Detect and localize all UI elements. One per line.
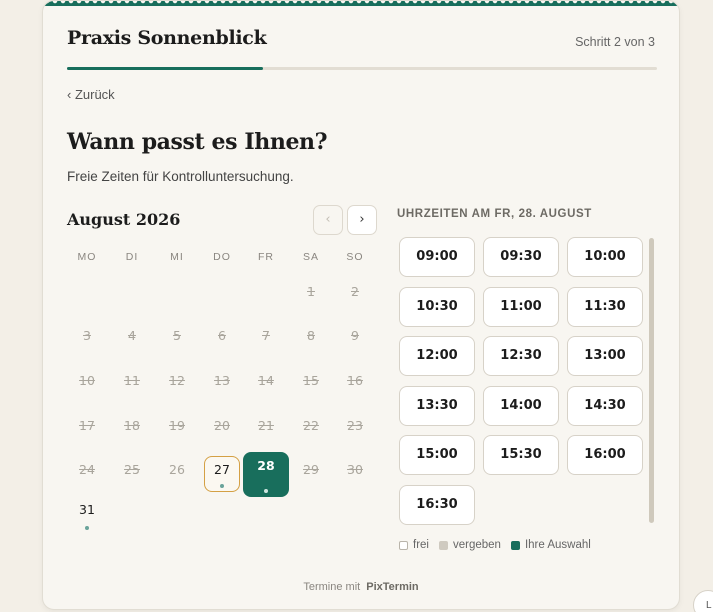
weekday-sa: SA [302, 251, 319, 263]
day-number: 2 [351, 284, 359, 299]
progress-fill [67, 67, 263, 70]
day-number: 26 [169, 462, 185, 477]
calendar-day-22 [293, 413, 329, 449]
time-slot-button[interactable]: 13:00 [567, 336, 643, 376]
corner-widget-button[interactable]: L [693, 590, 713, 612]
day-number: 20 [214, 418, 230, 433]
calendar-day-11 [114, 368, 150, 404]
back-link[interactable]: ‹ Zurück [67, 87, 115, 102]
legend-label-auswahl: Ihre Auswahl [524, 539, 591, 551]
calendar-day-16 [337, 368, 373, 404]
calendar-day-8 [293, 323, 329, 359]
calendar-day-27[interactable] [204, 456, 240, 492]
availability-dot-icon [220, 484, 224, 488]
calendar-day-25 [114, 457, 150, 493]
time-slot-button[interactable]: 11:00 [483, 287, 559, 327]
day-number: 31 [79, 502, 95, 517]
day-number: 15 [303, 373, 319, 388]
day-number: 1 [307, 284, 315, 299]
free-swatch-icon [399, 541, 408, 550]
calendar-day-20 [204, 413, 240, 449]
day-number: 30 [347, 462, 363, 477]
day-number: 9 [351, 328, 359, 343]
page-title: Wann passt es Ihnen? [67, 129, 328, 155]
calendar-day-7 [248, 323, 284, 359]
legend-item-vergeben [439, 539, 501, 551]
decorative-top-border [43, 1, 679, 6]
time-slot-button[interactable]: 13:30 [399, 386, 475, 426]
weekday-do: DO [213, 251, 231, 263]
time-slot-button[interactable]: 11:30 [567, 287, 643, 327]
calendar-day-28[interactable] [243, 452, 289, 497]
weekday-di: DI [125, 251, 139, 263]
day-number: 4 [128, 328, 136, 343]
weekday-mi: MI [170, 251, 184, 263]
calendar-day-6 [204, 323, 240, 359]
weekday-fr: FR [258, 251, 274, 263]
calendar-day-18 [114, 413, 150, 449]
calendar-day-12 [159, 368, 195, 404]
calendar-day-2 [337, 279, 373, 315]
time-slot-button[interactable]: 15:00 [399, 435, 475, 475]
time-slot-button[interactable]: 12:30 [483, 336, 559, 376]
calendar-day-23 [337, 413, 373, 449]
day-number: 10 [79, 373, 95, 388]
calendar-day-26 [159, 457, 195, 493]
legend-label-vergeben: vergeben [452, 539, 501, 551]
step-indicator: Schritt 2 von 3 [575, 35, 655, 49]
calendar-day-15 [293, 368, 329, 404]
day-number: 5 [173, 328, 181, 343]
day-number: 13 [214, 373, 230, 388]
time-slot-scrollbar[interactable] [649, 238, 654, 523]
day-number: 25 [124, 462, 140, 477]
day-number: 21 [258, 418, 274, 433]
calendar-day-19 [159, 413, 195, 449]
day-number: 3 [83, 328, 91, 343]
calendar-day-21 [248, 413, 284, 449]
footer-brand: PixTermin [366, 581, 419, 593]
calendar-day-10 [69, 368, 105, 404]
booking-card [42, 0, 680, 610]
calendar-day-3 [69, 323, 105, 359]
calendar-day-9 [337, 323, 373, 359]
booked-swatch-icon [439, 541, 448, 550]
day-number: 28 [257, 458, 275, 473]
time-slot-button[interactable]: 10:30 [399, 287, 475, 327]
day-number: 23 [347, 418, 363, 433]
time-slot-button[interactable]: 16:30 [399, 485, 475, 525]
legend-item-auswahl [511, 539, 591, 551]
day-number: 7 [262, 328, 270, 343]
day-number: 11 [124, 373, 140, 388]
day-number: 14 [258, 373, 274, 388]
page-subtitle: Freie Zeiten für Kontrolluntersuchung. [67, 169, 294, 184]
calendar-day-4 [114, 323, 150, 359]
weekday-so: SO [346, 251, 364, 263]
time-slot-button[interactable]: 09:00 [399, 237, 475, 277]
day-number: 8 [307, 328, 315, 343]
legend-item-frei [399, 539, 429, 551]
time-slots-heading: UHRZEITEN AM FR, 28. AUGUST [397, 208, 592, 220]
time-slot-button[interactable]: 09:30 [483, 237, 559, 277]
calendar-day-24 [69, 457, 105, 493]
day-number: 24 [79, 462, 95, 477]
time-slot-list [399, 237, 651, 527]
footer-prefix: Termine mit [303, 581, 361, 593]
calendar-day-30 [337, 457, 373, 493]
availability-dot-icon [85, 526, 89, 530]
time-slot-button[interactable]: 16:00 [567, 435, 643, 475]
calendar-day-14 [248, 368, 284, 404]
day-number: 17 [79, 418, 95, 433]
availability-dot-icon [264, 489, 268, 493]
weekday-mo: MO [77, 251, 97, 263]
calendar-day-31[interactable] [69, 497, 105, 533]
time-slot-button[interactable]: 10:00 [567, 237, 643, 277]
time-slot-button[interactable]: 15:30 [483, 435, 559, 475]
next-month-button[interactable]: › [347, 205, 377, 235]
time-slot-button[interactable]: 14:30 [567, 386, 643, 426]
day-number: 19 [169, 418, 185, 433]
calendar-day-5 [159, 323, 195, 359]
legend [399, 539, 601, 551]
legend-label-frei: frei [413, 539, 429, 551]
previous-month-button[interactable]: ‹ [313, 205, 343, 235]
calendar-day-1 [293, 279, 329, 315]
calendar-day-17 [69, 413, 105, 449]
day-number: 6 [218, 328, 226, 343]
day-number: 16 [347, 373, 363, 388]
calendar-month-label: August 2026 [67, 210, 181, 229]
practice-name: Praxis Sonnenblick [67, 27, 267, 49]
calendar-day-29 [293, 457, 329, 493]
day-number: 27 [214, 462, 230, 477]
day-number: 29 [303, 462, 319, 477]
progress-bar [67, 67, 657, 70]
day-number: 18 [124, 418, 140, 433]
footer [43, 581, 679, 593]
day-number: 12 [169, 373, 185, 388]
calendar-day-13 [204, 368, 240, 404]
time-slot-button[interactable]: 14:00 [483, 386, 559, 426]
day-number: 22 [303, 418, 319, 433]
selected-swatch-icon [511, 541, 520, 550]
time-slot-button[interactable]: 12:00 [399, 336, 475, 376]
